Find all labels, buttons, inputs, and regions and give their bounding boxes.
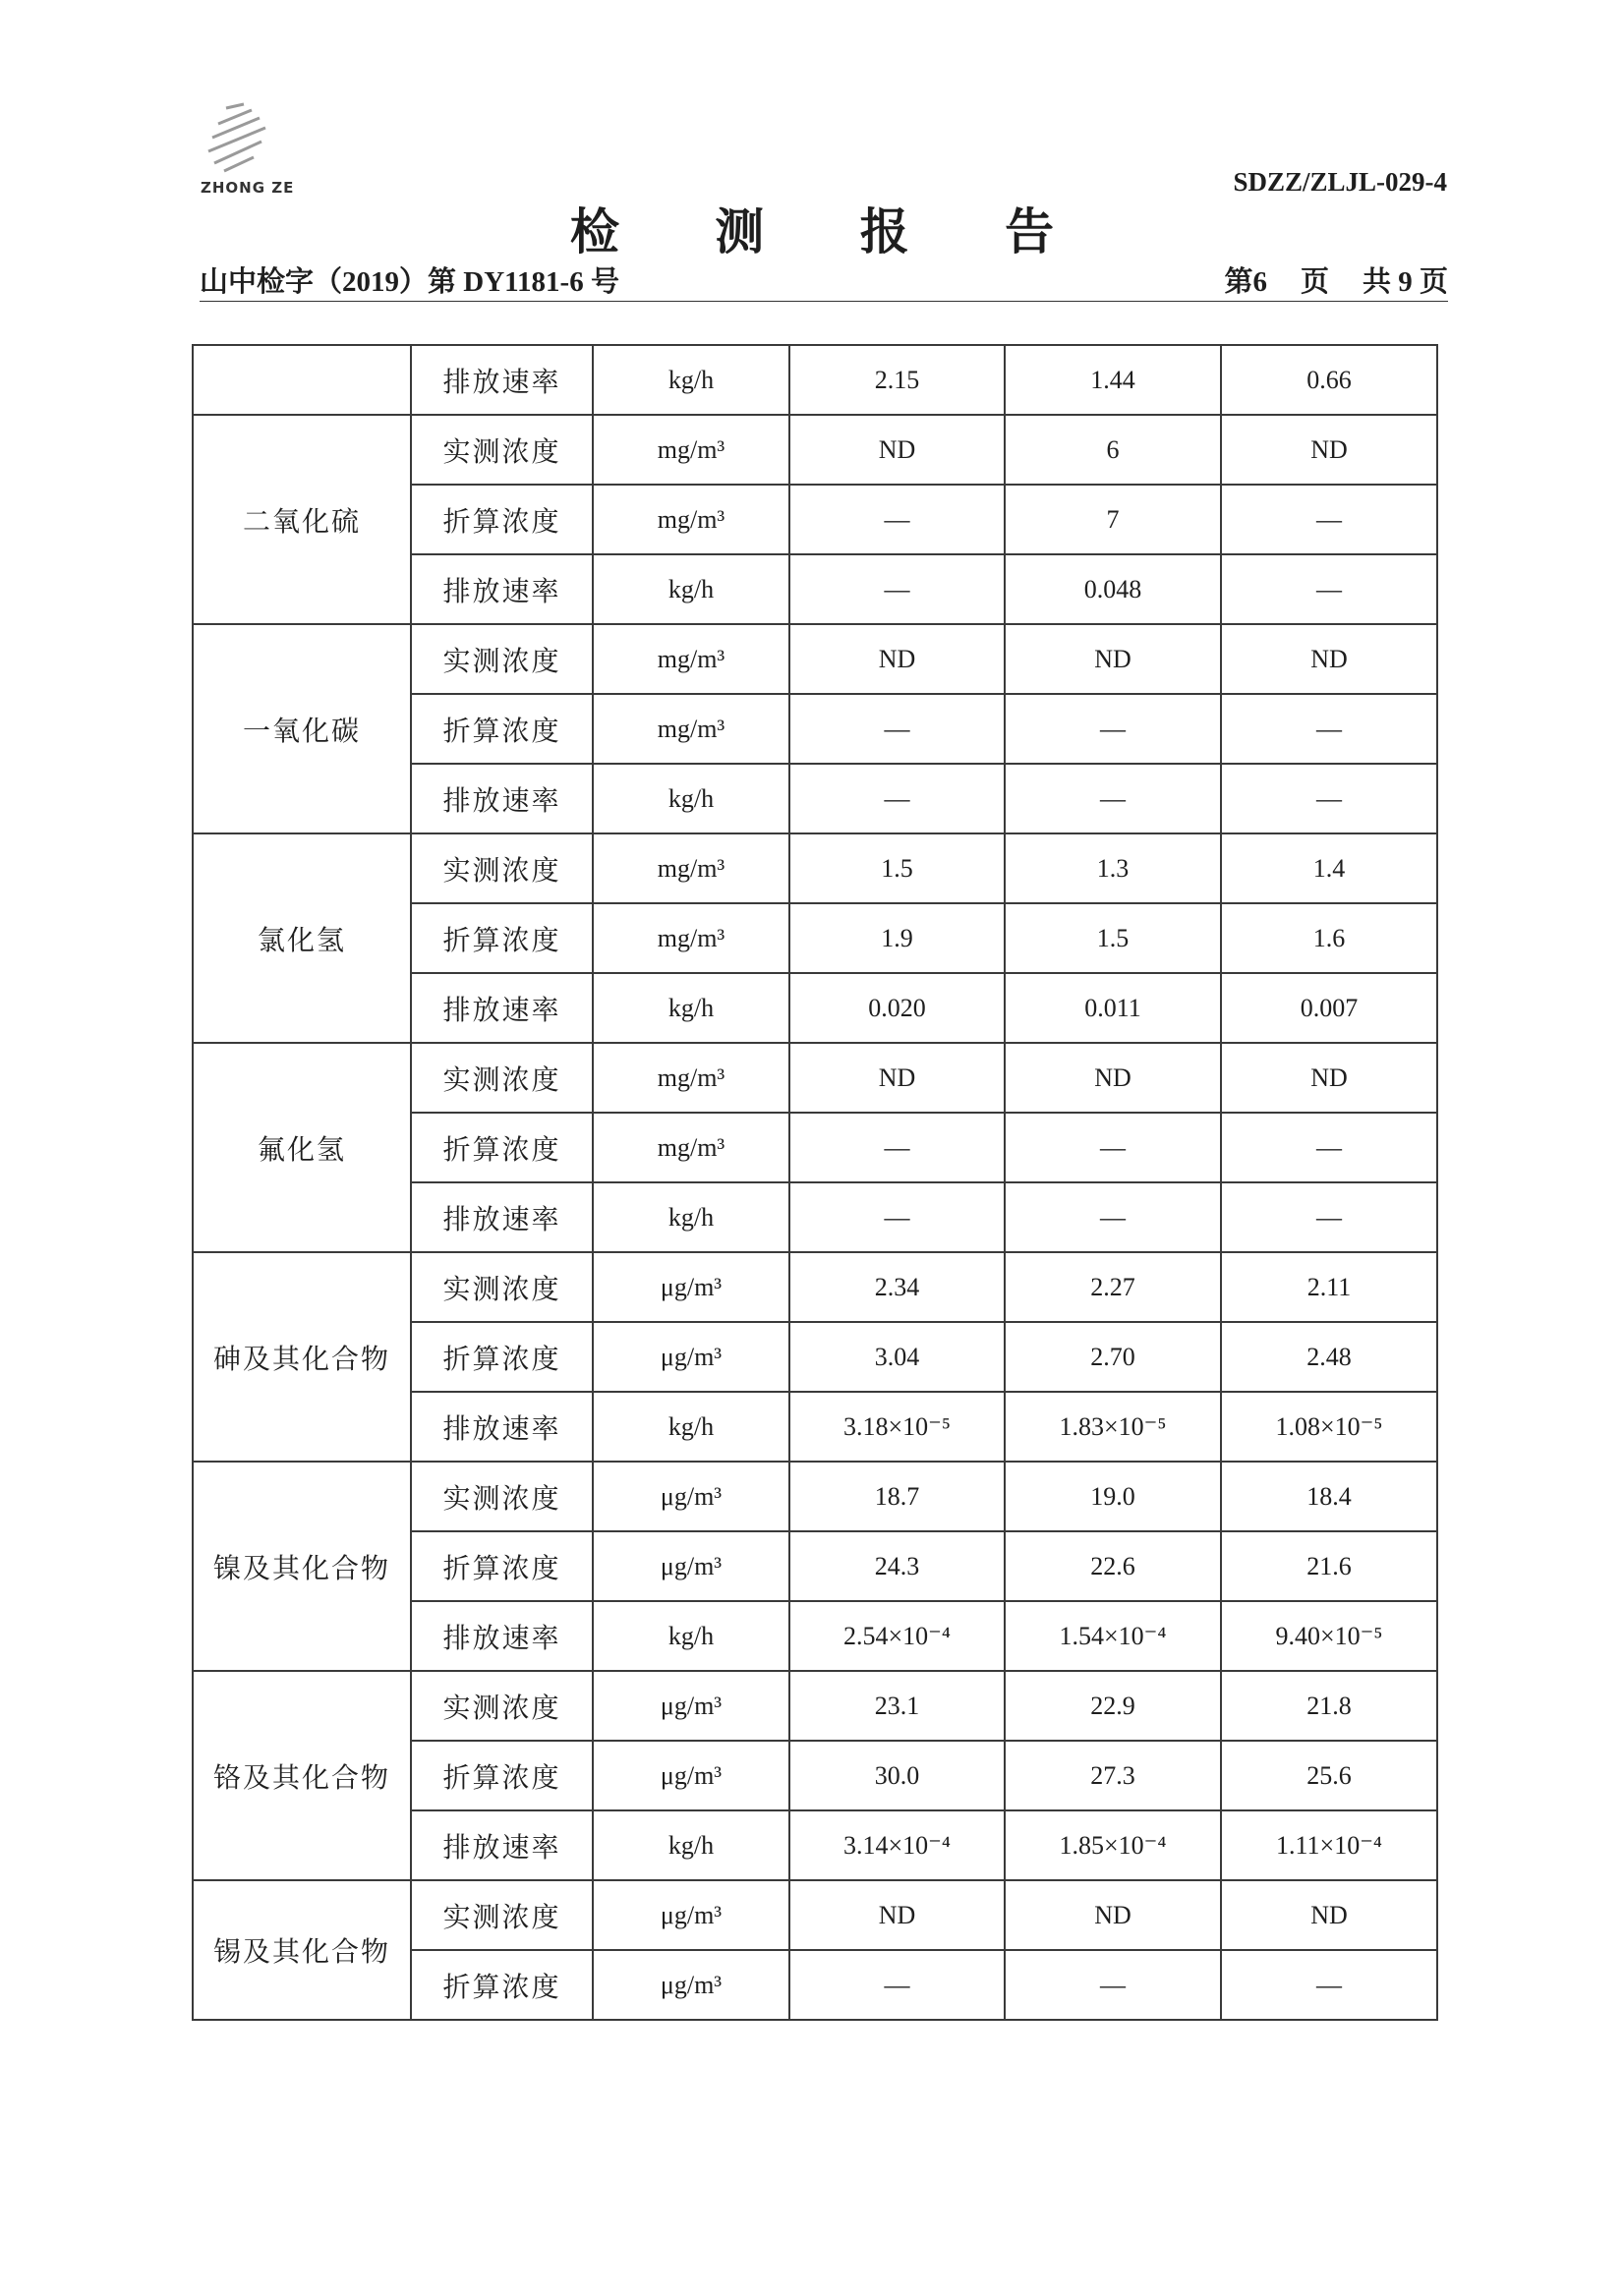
table-row bbox=[193, 1671, 1437, 1741]
value-cell: ND bbox=[1221, 415, 1437, 485]
parameter-cell: 实测浓度 bbox=[411, 1252, 593, 1322]
value-cell: 22.9 bbox=[1005, 1671, 1221, 1741]
value-cell: 2.27 bbox=[1005, 1252, 1221, 1322]
page-current: 第6 bbox=[1224, 266, 1267, 298]
unit-cell: μg/m³ bbox=[593, 1950, 789, 2020]
value-cell: — bbox=[789, 1182, 1005, 1252]
pollutant-cell: 二氧化硫 bbox=[193, 415, 411, 624]
value-cell: — bbox=[1221, 694, 1437, 764]
parameter-cell: 排放速率 bbox=[411, 1601, 593, 1671]
unit-cell: kg/h bbox=[593, 1601, 789, 1671]
parameter-cell: 排放速率 bbox=[411, 1392, 593, 1462]
value-cell: 21.6 bbox=[1221, 1531, 1437, 1601]
zhong-ze-logo-icon bbox=[204, 102, 275, 183]
value-cell: 1.5 bbox=[789, 833, 1005, 903]
value-cell: — bbox=[1221, 1182, 1437, 1252]
unit-cell: mg/m³ bbox=[593, 1043, 789, 1113]
table-row bbox=[193, 833, 1437, 903]
unit-cell: kg/h bbox=[593, 1182, 789, 1252]
report-subheader bbox=[200, 256, 1448, 302]
unit-cell: kg/h bbox=[593, 554, 789, 624]
value-cell: 0.007 bbox=[1221, 973, 1437, 1043]
page-title: 检 测 报 告 bbox=[569, 202, 1094, 260]
unit-cell: mg/m³ bbox=[593, 903, 789, 973]
value-cell: 3.18×10⁻⁵ bbox=[789, 1392, 1005, 1462]
value-cell: 2.48 bbox=[1221, 1322, 1437, 1392]
unit-cell: kg/h bbox=[593, 345, 789, 415]
value-cell: 2.54×10⁻⁴ bbox=[789, 1601, 1005, 1671]
value-cell: 2.70 bbox=[1005, 1322, 1221, 1392]
value-cell: 1.85×10⁻⁴ bbox=[1005, 1810, 1221, 1880]
parameter-cell: 折算浓度 bbox=[411, 1950, 593, 2020]
parameter-cell: 排放速率 bbox=[411, 764, 593, 833]
value-cell: — bbox=[1221, 1113, 1437, 1182]
parameter-cell: 折算浓度 bbox=[411, 903, 593, 973]
unit-cell: μg/m³ bbox=[593, 1462, 789, 1531]
value-cell: — bbox=[789, 1950, 1005, 2020]
unit-cell: μg/m³ bbox=[593, 1252, 789, 1322]
unit-cell: μg/m³ bbox=[593, 1880, 789, 1950]
value-cell: 1.44 bbox=[1005, 345, 1221, 415]
value-cell: 0.048 bbox=[1005, 554, 1221, 624]
unit-cell: μg/m³ bbox=[593, 1322, 789, 1392]
value-cell: 1.4 bbox=[1221, 833, 1437, 903]
value-cell: 7 bbox=[1005, 485, 1221, 554]
value-cell: 1.5 bbox=[1005, 903, 1221, 973]
value-cell: ND bbox=[1221, 1880, 1437, 1950]
parameter-cell: 折算浓度 bbox=[411, 694, 593, 764]
company-logo bbox=[197, 102, 315, 201]
table-row bbox=[193, 1043, 1437, 1113]
parameter-cell: 折算浓度 bbox=[411, 1531, 593, 1601]
parameter-cell: 排放速率 bbox=[411, 345, 593, 415]
value-cell: 1.54×10⁻⁴ bbox=[1005, 1601, 1221, 1671]
value-cell: ND bbox=[1005, 1880, 1221, 1950]
value-cell: 23.1 bbox=[789, 1671, 1005, 1741]
value-cell: 25.6 bbox=[1221, 1741, 1437, 1810]
parameter-cell: 实测浓度 bbox=[411, 833, 593, 903]
page-label: 页 bbox=[1300, 266, 1329, 298]
results-table bbox=[192, 344, 1438, 2021]
value-cell: ND bbox=[789, 624, 1005, 694]
table-row bbox=[193, 415, 1437, 485]
value-cell: 1.3 bbox=[1005, 833, 1221, 903]
unit-cell: mg/m³ bbox=[593, 624, 789, 694]
parameter-cell: 折算浓度 bbox=[411, 1322, 593, 1392]
value-cell: 30.0 bbox=[789, 1741, 1005, 1810]
unit-cell: μg/m³ bbox=[593, 1741, 789, 1810]
page-total: 共 9 页 bbox=[1362, 266, 1448, 298]
unit-cell: kg/h bbox=[593, 1392, 789, 1462]
value-cell: 6 bbox=[1005, 415, 1221, 485]
parameter-cell: 排放速率 bbox=[411, 1182, 593, 1252]
value-cell: ND bbox=[1005, 624, 1221, 694]
value-cell: — bbox=[1221, 1950, 1437, 2020]
parameter-cell: 折算浓度 bbox=[411, 1113, 593, 1182]
unit-cell: kg/h bbox=[593, 973, 789, 1043]
parameter-cell: 实测浓度 bbox=[411, 1880, 593, 1950]
value-cell: 2.15 bbox=[789, 345, 1005, 415]
pollutant-cell bbox=[193, 345, 411, 415]
value-cell: 9.40×10⁻⁵ bbox=[1221, 1601, 1437, 1671]
value-cell: 3.04 bbox=[789, 1322, 1005, 1392]
value-cell: — bbox=[1005, 1182, 1221, 1252]
parameter-cell: 实测浓度 bbox=[411, 1043, 593, 1113]
unit-cell: mg/m³ bbox=[593, 1113, 789, 1182]
pollutant-cell: 铬及其化合物 bbox=[193, 1671, 411, 1880]
value-cell: 1.11×10⁻⁴ bbox=[1221, 1810, 1437, 1880]
parameter-cell: 实测浓度 bbox=[411, 1462, 593, 1531]
value-cell: 27.3 bbox=[1005, 1741, 1221, 1810]
value-cell: — bbox=[789, 485, 1005, 554]
table-row bbox=[193, 345, 1437, 415]
pollutant-cell: 砷及其化合物 bbox=[193, 1252, 411, 1462]
value-cell: — bbox=[1221, 554, 1437, 624]
parameter-cell: 排放速率 bbox=[411, 554, 593, 624]
value-cell: 22.6 bbox=[1005, 1531, 1221, 1601]
table-row bbox=[193, 1880, 1437, 1950]
value-cell: — bbox=[1005, 1113, 1221, 1182]
value-cell: — bbox=[1005, 694, 1221, 764]
parameter-cell: 实测浓度 bbox=[411, 1671, 593, 1741]
parameter-cell: 折算浓度 bbox=[411, 485, 593, 554]
value-cell: — bbox=[1221, 485, 1437, 554]
document-code: SDZZ/ZLJL-029-4 bbox=[1233, 167, 1447, 197]
table-row bbox=[193, 1462, 1437, 1531]
unit-cell: μg/m³ bbox=[593, 1531, 789, 1601]
logo-text: ZHONG ZE bbox=[201, 179, 295, 197]
parameter-cell: 折算浓度 bbox=[411, 1741, 593, 1810]
value-cell: 18.4 bbox=[1221, 1462, 1437, 1531]
unit-cell: mg/m³ bbox=[593, 694, 789, 764]
value-cell: — bbox=[1221, 764, 1437, 833]
value-cell: ND bbox=[789, 1880, 1005, 1950]
unit-cell: μg/m³ bbox=[593, 1671, 789, 1741]
parameter-cell: 排放速率 bbox=[411, 1810, 593, 1880]
value-cell: ND bbox=[1005, 1043, 1221, 1113]
pollutant-cell: 锡及其化合物 bbox=[193, 1880, 411, 2020]
value-cell: 21.8 bbox=[1221, 1671, 1437, 1741]
page-indicator bbox=[1224, 259, 1448, 300]
value-cell: 2.11 bbox=[1221, 1252, 1437, 1322]
value-cell: 0.020 bbox=[789, 973, 1005, 1043]
value-cell: 0.66 bbox=[1221, 345, 1437, 415]
parameter-cell: 实测浓度 bbox=[411, 624, 593, 694]
unit-cell: kg/h bbox=[593, 764, 789, 833]
value-cell: 24.3 bbox=[789, 1531, 1005, 1601]
value-cell: ND bbox=[1221, 624, 1437, 694]
unit-cell: mg/m³ bbox=[593, 415, 789, 485]
value-cell: — bbox=[1005, 1950, 1221, 2020]
value-cell: 19.0 bbox=[1005, 1462, 1221, 1531]
unit-cell: mg/m³ bbox=[593, 485, 789, 554]
value-cell: — bbox=[789, 694, 1005, 764]
unit-cell: mg/m³ bbox=[593, 833, 789, 903]
pollutant-cell: 氟化氢 bbox=[193, 1043, 411, 1252]
report-number: 山中检字（2019）第 DY1181-6 号 bbox=[200, 266, 619, 298]
value-cell: 3.14×10⁻⁴ bbox=[789, 1810, 1005, 1880]
value-cell: 1.6 bbox=[1221, 903, 1437, 973]
pollutant-cell: 一氧化碳 bbox=[193, 624, 411, 833]
value-cell: — bbox=[789, 1113, 1005, 1182]
unit-cell: kg/h bbox=[593, 1810, 789, 1880]
value-cell: 1.83×10⁻⁵ bbox=[1005, 1392, 1221, 1462]
value-cell: ND bbox=[1221, 1043, 1437, 1113]
value-cell: 1.9 bbox=[789, 903, 1005, 973]
value-cell: — bbox=[789, 764, 1005, 833]
value-cell: — bbox=[1005, 764, 1221, 833]
value-cell: 1.08×10⁻⁵ bbox=[1221, 1392, 1437, 1462]
value-cell: 18.7 bbox=[789, 1462, 1005, 1531]
value-cell: ND bbox=[789, 1043, 1005, 1113]
table-row bbox=[193, 1252, 1437, 1322]
value-cell: ND bbox=[789, 415, 1005, 485]
pollutant-cell: 氯化氢 bbox=[193, 833, 411, 1043]
parameter-cell: 排放速率 bbox=[411, 973, 593, 1043]
table-row bbox=[193, 624, 1437, 694]
pollutant-cell: 镍及其化合物 bbox=[193, 1462, 411, 1671]
value-cell: — bbox=[789, 554, 1005, 624]
value-cell: 2.34 bbox=[789, 1252, 1005, 1322]
value-cell: 0.011 bbox=[1005, 973, 1221, 1043]
parameter-cell: 实测浓度 bbox=[411, 415, 593, 485]
